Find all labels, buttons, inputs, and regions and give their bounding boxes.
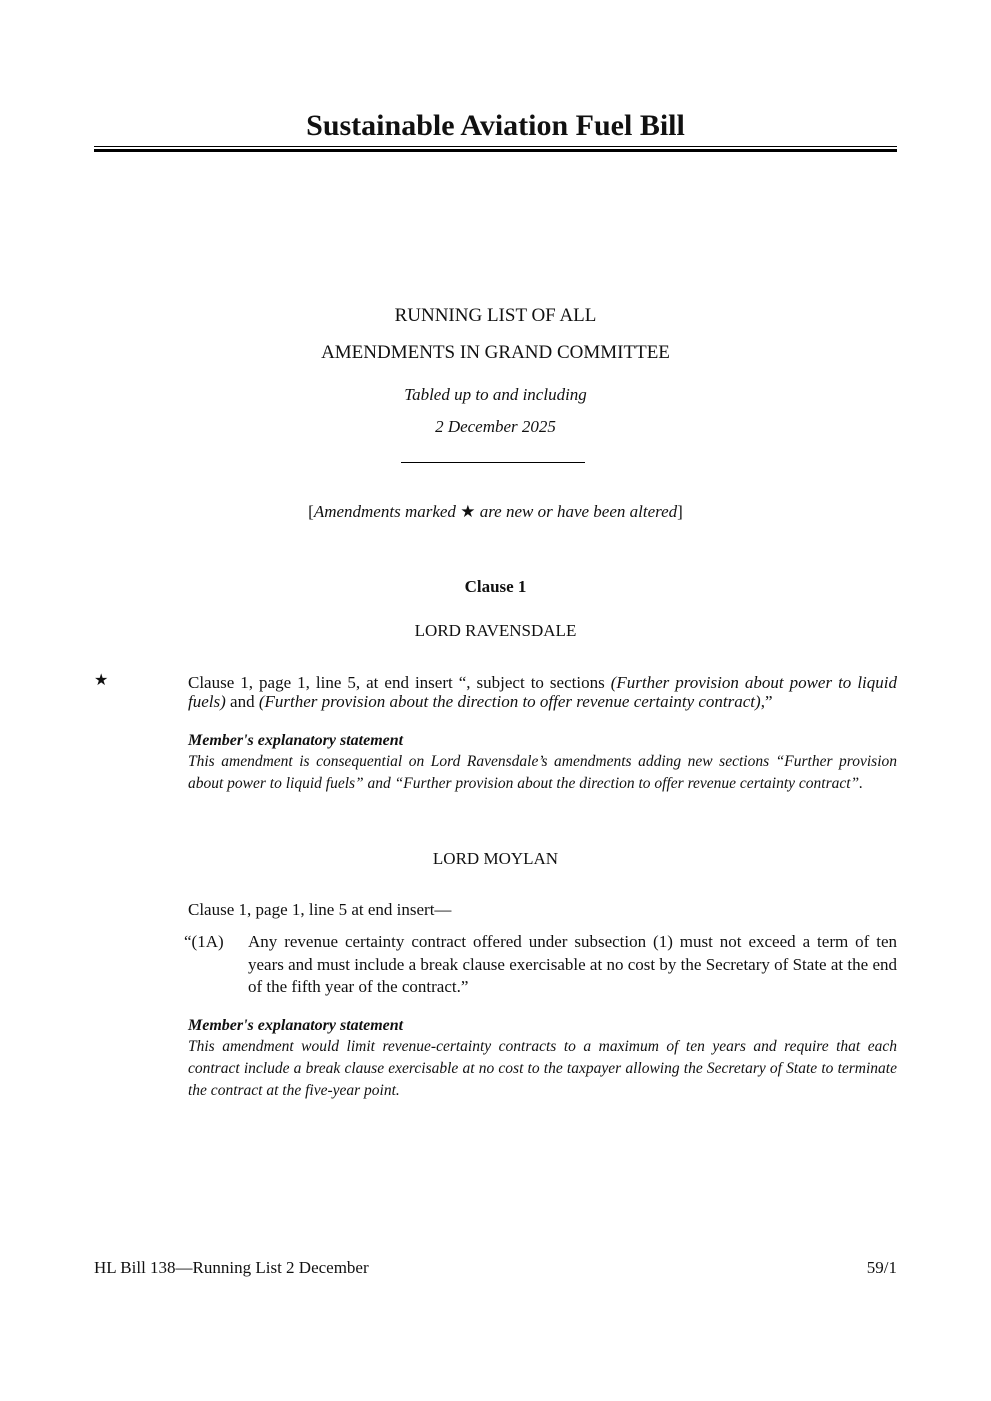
tabled-label: Tabled up to and including	[404, 385, 587, 404]
amendment-text-part: ,”	[760, 692, 773, 711]
amendment-text-part: and	[225, 692, 259, 711]
notice-bracket-close: ]	[677, 502, 683, 521]
amendment-section-ref: (Further provision about the direction to offer revenue certainty contract)	[258, 692, 761, 711]
clause-heading: Clause 1	[464, 577, 527, 596]
notice-bracket-open: [	[308, 502, 314, 521]
amendment-text-moylan: Clause 1, page 1, line 5 at end insert—	[188, 900, 452, 919]
amendment-text-part: Clause 1, page 1, line 5, at end insert “, subject to sections	[188, 673, 611, 692]
explanatory-statement-moylan	[188, 1016, 897, 1102]
footer-page-number: 59/1	[866, 1258, 897, 1277]
cover-heading-line-2: AMENDMENTS IN GRAND COMMITTEE	[321, 342, 670, 363]
subsection-text: Any revenue certainty contract offered under subsection (1) must not exceed a term of ten years and must include a break clause exercisable at no cost by the Secretary of State at the end of the fifth year of the contract.”	[248, 932, 897, 996]
new-amendments-notice	[94, 501, 897, 523]
cover-divider	[401, 462, 585, 463]
member-name-moylan: LORD MOYLAN	[432, 849, 559, 868]
explanatory-statement-ravensdale	[188, 731, 897, 795]
star-icon: ★	[460, 502, 476, 521]
statement-body: This amendment would limit revenue-certainty contracts to a maximum of ten years and require that each contract include a break clause exercisable at no cost to the taxpayer allowing the Secretary of State to terminate the contract at the five-year point.	[188, 1038, 897, 1099]
tabled-date: 2 December 2025	[435, 417, 556, 436]
statement-body: This amendment is consequential on Lord Ravensdale’s amendments adding new sections “Further provision about power to liquid fuels” and “Further provision about the direction to offer revenue certainty contract”.	[188, 753, 897, 792]
amendment-section-ref: (Further provision about power to liquid fuels)	[188, 673, 897, 711]
cover-heading-line-1: RUNNING LIST OF ALL	[394, 305, 597, 326]
title-rule-thin	[94, 146, 897, 147]
statement-title: Member's explanatory statement	[188, 732, 404, 749]
amendment-text-ravensdale	[188, 673, 897, 711]
title-double-rule	[94, 146, 897, 152]
subsection-number: “(1A)	[184, 932, 224, 951]
footer-bill-reference: HL Bill 138—Running List 2 December	[94, 1258, 369, 1277]
title-rule-thick	[94, 149, 897, 152]
notice-text-after: are new or have been altered	[475, 502, 678, 521]
member-name-ravensdale: LORD RAVENSDALE	[414, 621, 577, 640]
statement-title: Member's explanatory statement	[188, 1017, 404, 1034]
new-amendment-star-icon: ★	[94, 672, 109, 689]
page-title: Sustainable Aviation Fuel Bill	[306, 109, 685, 142]
notice-text-before: Amendments marked	[313, 502, 461, 521]
